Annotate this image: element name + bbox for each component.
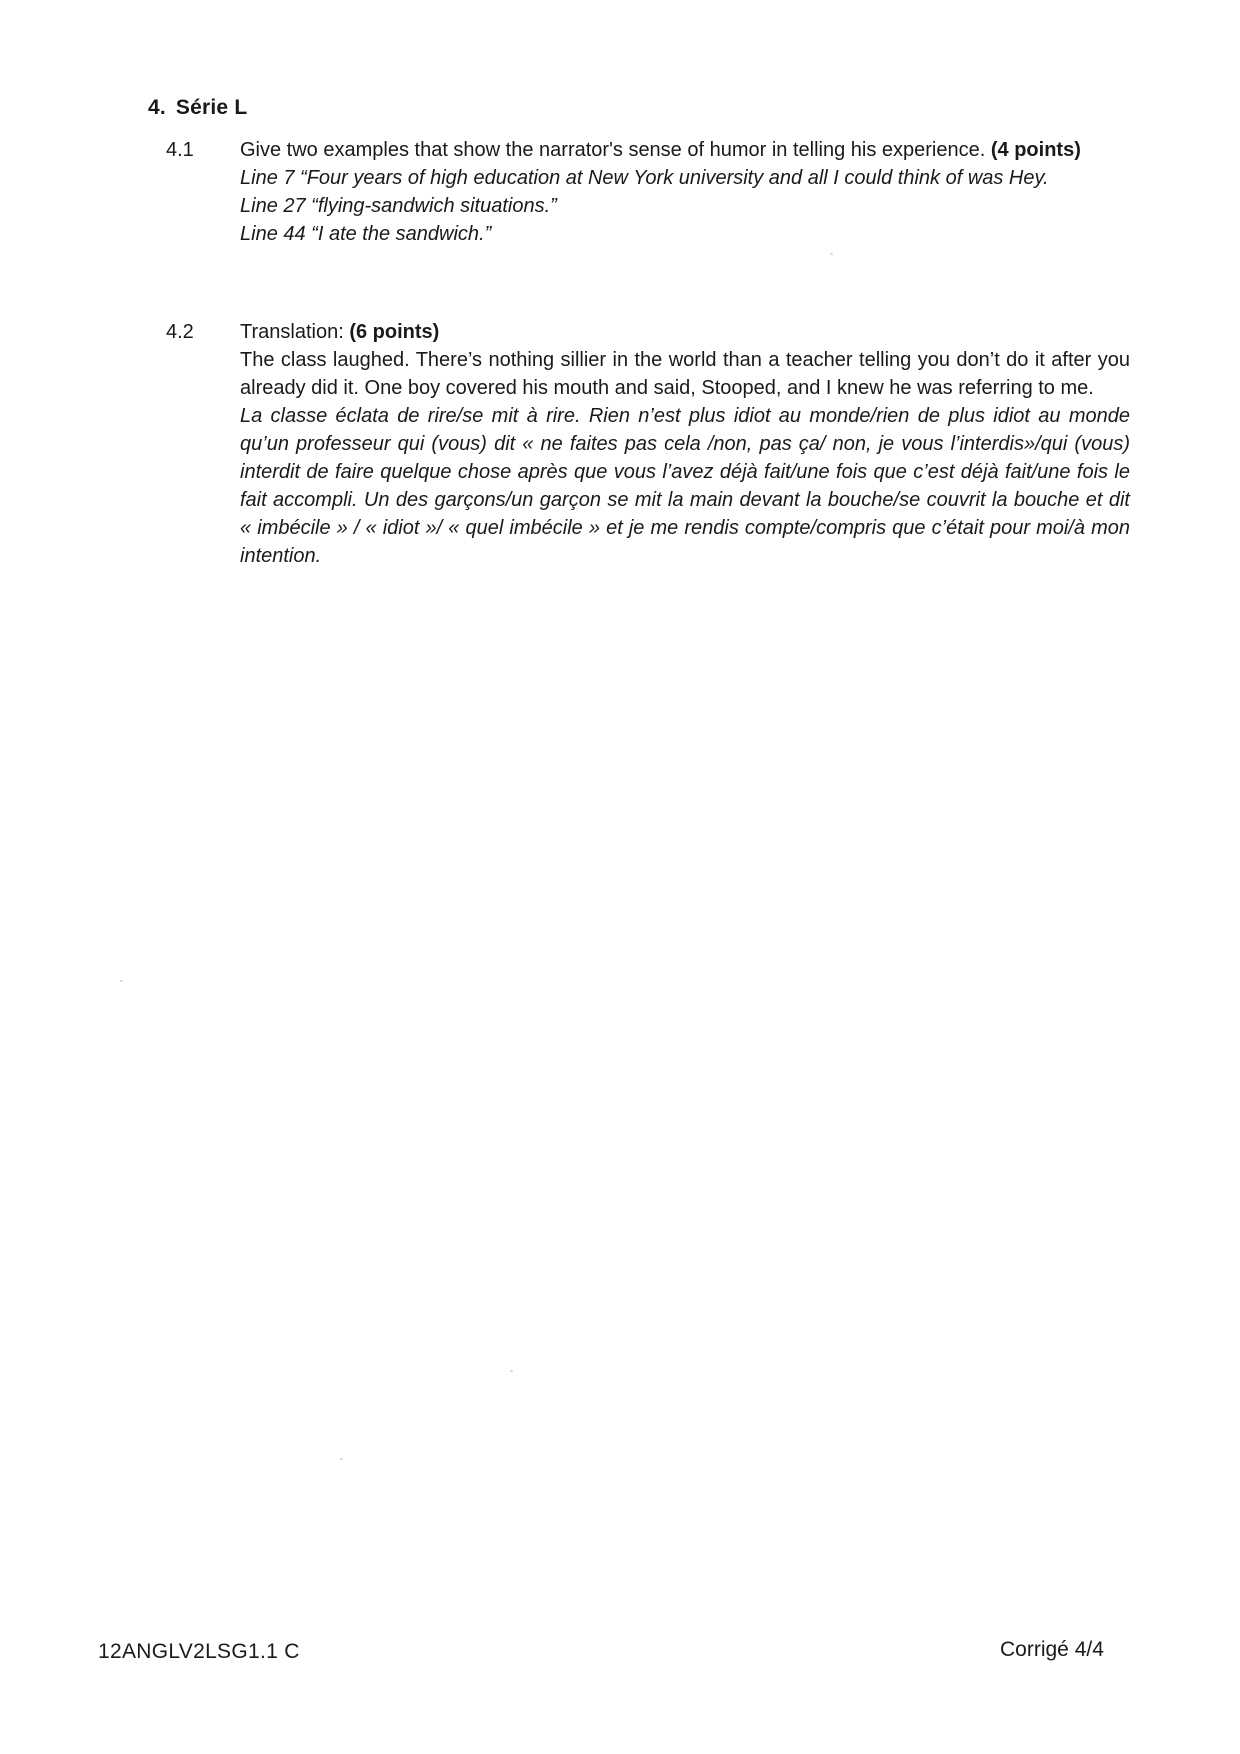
question-prompt bbox=[240, 318, 1130, 346]
answer-line: Line 27 “flying-sandwich situations.” bbox=[240, 195, 557, 217]
question-number: 4.2 bbox=[166, 321, 194, 343]
source-text: The class laughed. There’s nothing sillier in the world than a teacher telling you don’t do it after you already did it. One boy covered his mouth and said, Stooped, and I knew he was referring to me. bbox=[240, 349, 1130, 399]
question-number: 4.1 bbox=[166, 139, 194, 161]
prompt-text: Give two examples that show the narrator's sense of humor in telling his experience. bbox=[240, 139, 986, 161]
section-title: Série L bbox=[175, 96, 248, 119]
points-label: (4 points) bbox=[990, 139, 1081, 161]
question-prompt bbox=[240, 136, 1130, 164]
page-number: Corrigé 4/4 bbox=[1000, 1638, 1104, 1661]
document-code: 12ANGLV2LSG1.1 C bbox=[98, 1640, 300, 1663]
scan-speck bbox=[510, 1370, 513, 1372]
question-body bbox=[240, 136, 1130, 248]
scan-speck bbox=[120, 980, 123, 982]
answer-line: Line 7 “Four years of high education at New York university and all I could think of was Hey. bbox=[240, 167, 1049, 189]
scan-speck bbox=[340, 1458, 343, 1460]
section-number: 4. bbox=[148, 96, 166, 119]
prompt-text: Translation: bbox=[240, 321, 344, 343]
scan-speck bbox=[830, 253, 833, 255]
question-body bbox=[240, 318, 1130, 570]
section-heading bbox=[148, 96, 247, 120]
points-label: (6 points) bbox=[349, 321, 440, 343]
translation-text: La classe éclata de rire/se mit à rire. Rien n’est plus idiot au monde/rien de plus idiot au monde qu’un professeur qui (vous) dit « ne faites pas cela /non, pas ça/ non, je vous l’interdis»/qui (vous) interdit de faire quelque chose après que vous l’avez déjà fait/une fois que c’est déjà fait/une fois le fait accompli. Un des garçons/un garçon se mit la main devant la bouche/se couvrit la bouche et dit « imbécile » / « idiot »/ « quel imbécile » et je me rendis compte/compris que c’était pour moi/à mon intention. bbox=[240, 405, 1130, 567]
answer-line: Line 44 “I ate the sandwich.” bbox=[240, 223, 492, 245]
